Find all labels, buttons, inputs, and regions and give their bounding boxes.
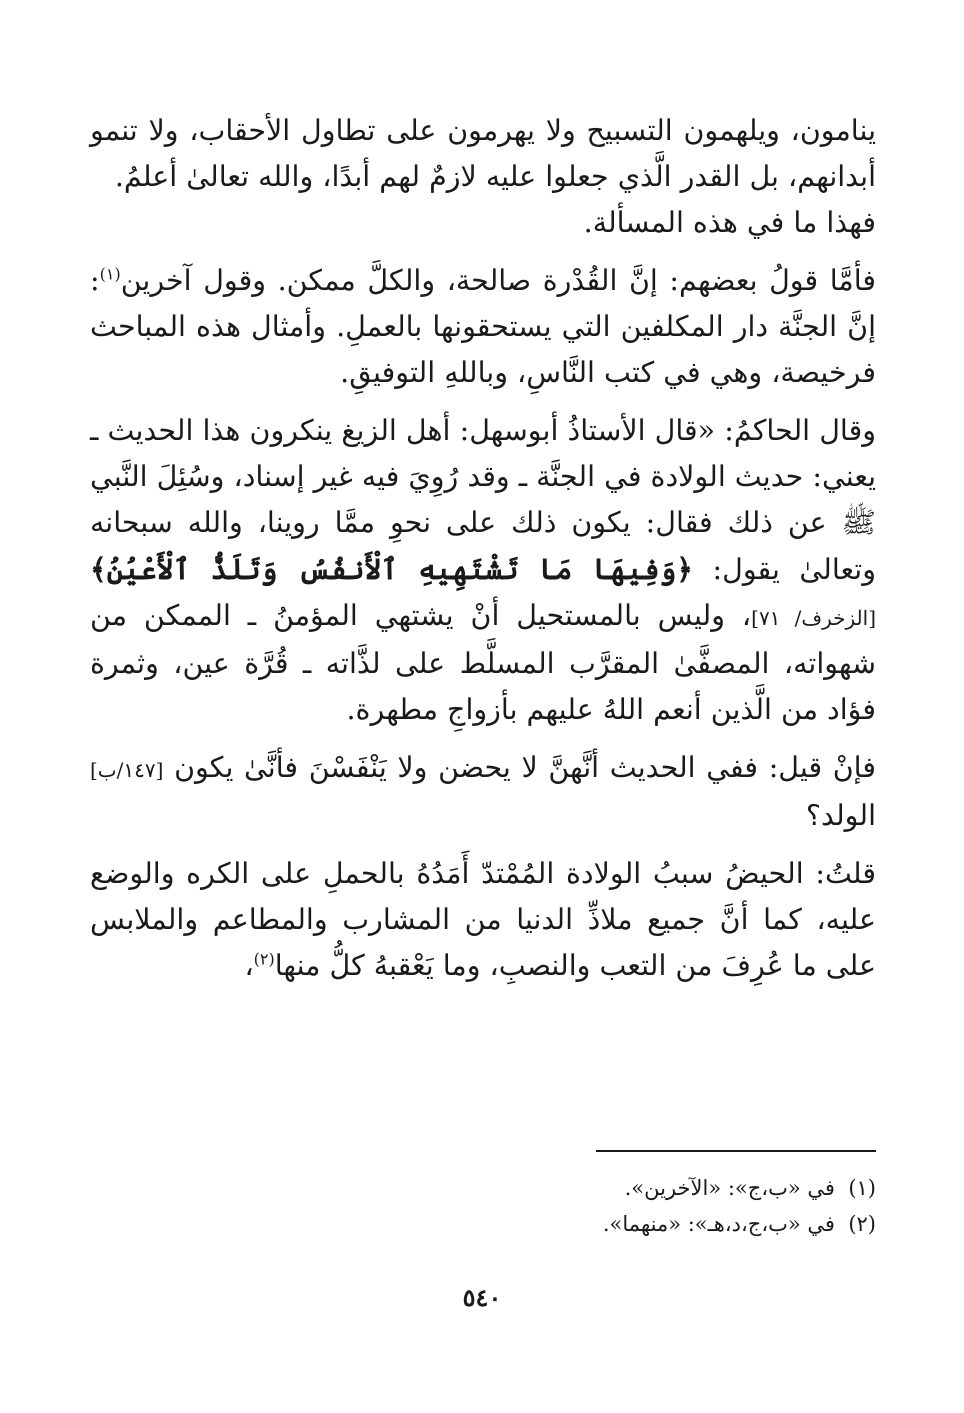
paragraph-6 <box>90 851 876 989</box>
paragraph-5 <box>90 745 876 839</box>
footnote-1-number: (١) <box>848 1176 876 1200</box>
paragraph-3-start: فأمَّا قولُ بعضهم: إنَّ القُدْرة صالحة، والكلَّ ممكن. وقول <box>203 264 877 297</box>
footnote-1 <box>90 1170 876 1206</box>
footnote-divider <box>596 1150 876 1152</box>
paragraph-3-word: آخرين <box>120 264 192 297</box>
footnote-2-text: في «ب،ج،د،هـ»: «منهما». <box>602 1212 835 1236</box>
paragraph-6-start: قلتُ: الحيضُ سببُ الولادة المُمْتدّ أَمَدُهُ بالحملِ على الكره والوضع عليه، كما أنَّ جميع ملاذِّ الدنيا من المشارب والمطاعم والملابس على ما عُرِفَ من التعب والنصبِ، وما يَعْقبهُ كلُّ منها <box>90 857 876 982</box>
paragraph-3 <box>90 258 876 396</box>
paragraph-4-start: وقال الحاكمُ: «قال الأستاذُ أبوسهل: أهل الزيغ ينكرون هذا الحديث ـ يعني: حديث الولادة في الجنَّة ـ وقد رُوِيَ فيه غير إسناد، وسُئِلَ النَّبي ﷺ عن ذلك فقال: يكون ذلك على نحوِ ممَّا روينا، والله سبحانه وتعالىٰ يقول: <box>90 414 876 586</box>
paragraph-4-rest: ، وليس بالمستحيل أنْ يشتهي المؤمنُ ـ الممكن من شهواته، المصفَّىٰ المقرَّب المسلَّط على لذَّاته ـ قُرَّة عين، وثمرة فؤاد من الَّذين أنعم اللهُ عليهم بأزواجِ مطهرة. <box>90 599 876 726</box>
footnote-1-text: في «ب،ج»: «الآخرين». <box>624 1176 835 1200</box>
page-number: ٥٤٠ <box>462 1283 502 1312</box>
footnote-2-number: (٢) <box>848 1212 876 1236</box>
quran-verse: ﴿وَفِيهَا مَا تَشْتَهِيهِ ٱلْأَنفُسُ وَتَلَذُّ ٱلْأَعْيُنُ﴾ <box>90 552 693 586</box>
page-body <box>90 108 876 989</box>
paragraph-6-end: ، <box>244 949 254 982</box>
paragraph-4 <box>90 408 876 733</box>
paragraph-2: فهذا ما في هذه المسألة. <box>583 206 876 239</box>
surah-reference: [الزخرف/ ٧١] <box>751 606 877 630</box>
footnote-marker-2: (٢) <box>253 949 275 969</box>
footnote-2 <box>90 1206 876 1242</box>
paragraph-5-start: فإنْ قيل: ففي الحديث أنَّهنَّ لا يحضن ولا يَنْفَسْنَ فأنَّىٰ يكون <box>174 751 876 784</box>
paragraph-1: ينامون، ويلهمون التسبيح ولا يهرمون على تطاول الأحقاب، ولا تنمو أبدانهم، بل القدر الَّذي جعلوا عليه لازمٌ لهم أبدًا، والله تعالىٰ أعلمُ. <box>90 114 876 193</box>
paragraph-3-rest: : إنَّ الجنَّة دار المكلفين التي يستحقونها بالعملِ. وأمثال هذه المباحث فرخيصة، وهي في كتب النَّاسِ، وباللهِ التوفيقِ. <box>90 264 876 389</box>
footnotes <box>90 1170 876 1242</box>
manuscript-folio-reference: [١٤٧/ب] <box>90 758 164 782</box>
footnote-marker-1: (١) <box>99 264 121 284</box>
paragraph-5-rest: الولد؟ <box>805 799 876 832</box>
